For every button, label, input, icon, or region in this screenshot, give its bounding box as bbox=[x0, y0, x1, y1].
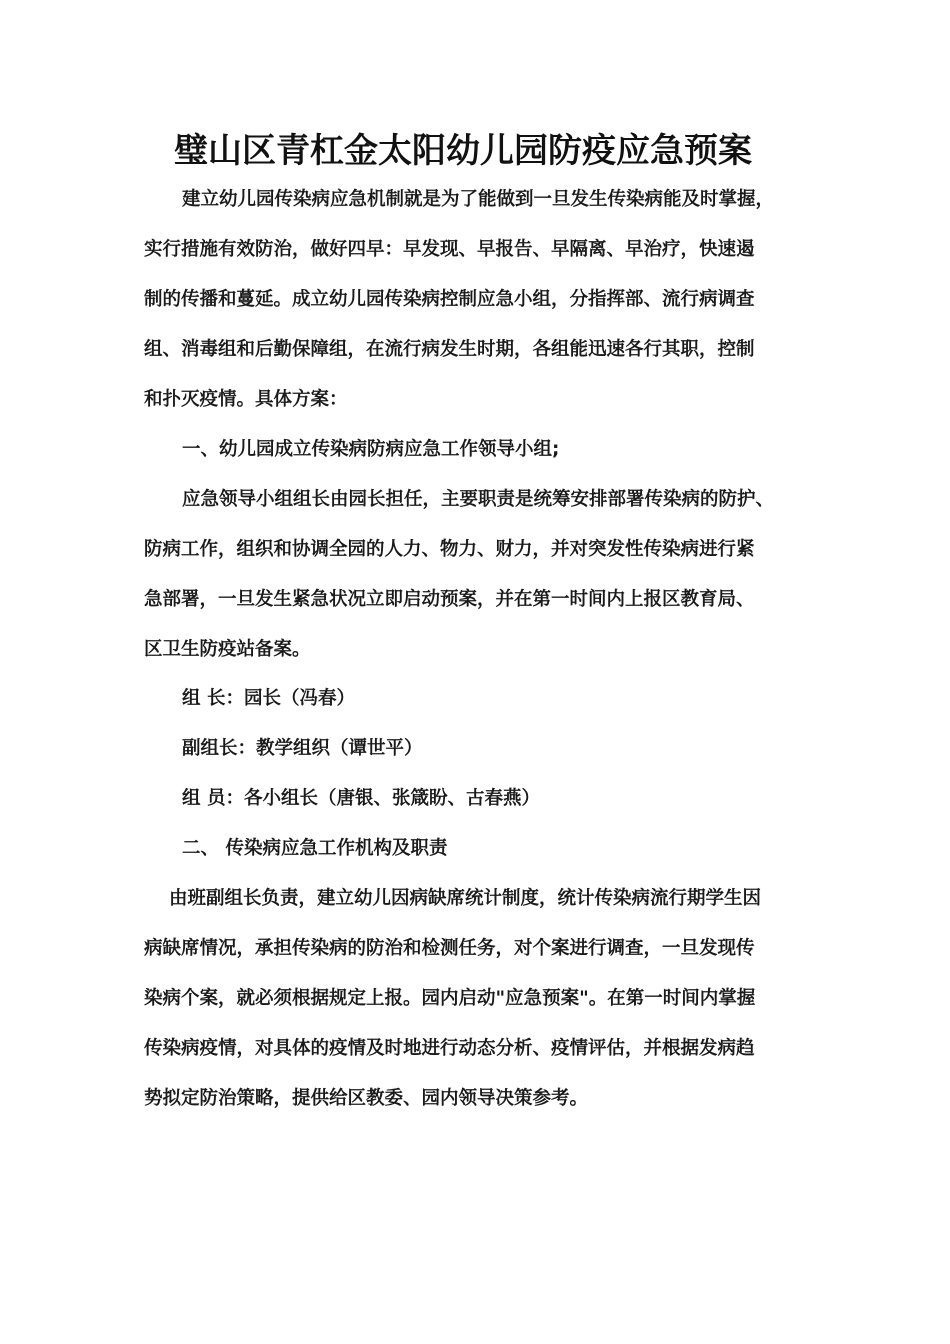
paragraph-line: 制的传播和蔓延。成立幼儿园传染病控制应急小组，分指挥部、流行病调查 bbox=[144, 289, 755, 310]
paragraph-line: 和扑灭疫情。具体方案： bbox=[144, 389, 348, 410]
paragraph-line: 防病工作，组织和协调全园的人力、物力、财力，并对突发性传染病进行紧 bbox=[144, 539, 755, 560]
paragraph-line: 建立幼儿园传染病应急机制就是为了能做到一旦发生传染病能及时掌握， bbox=[182, 189, 775, 210]
team-deputy-line: 副组长：教学组织（谭世平） bbox=[182, 738, 423, 759]
document-title: 璧山区青杠金太阳幼儿园防疫应急预案 bbox=[174, 131, 752, 171]
team-members-line: 组 员：各小组长（唐银、张箴盼、古春燕） bbox=[182, 788, 540, 809]
paragraph-line: 实行措施有效防治，做好四早：早发现、早报告、早隔离、早治疗，快速遏 bbox=[144, 239, 755, 260]
section-heading: 一、幼儿园成立传染病防病应急工作领导小组; bbox=[182, 439, 560, 460]
paragraph-line: 染病个案，就必须根据规定上报。园内启动"应急预案"。在第一时间内掌握 bbox=[144, 988, 756, 1009]
paragraph-line: 急部署，一旦发生紧急状况立即启动预案，并在第一时间内上报区教育局、 bbox=[144, 589, 755, 610]
section-heading: 二、 传染病应急工作机构及职责 bbox=[182, 838, 448, 859]
paragraph-line: 组、消毒组和后勤保障组，在流行病发生时期，各组能迅速各行其职，控制 bbox=[144, 339, 755, 360]
paragraph-line: 病缺席情况，承担传染病的防治和检测任务，对个案进行调查，一旦发现传 bbox=[144, 938, 755, 959]
paragraph-line: 区卫生防疫站备案。 bbox=[144, 639, 311, 660]
paragraph-line: 传染病疫情，对具体的疫情及时地进行动态分析、疫情评估，并根据发病趋 bbox=[144, 1038, 755, 1059]
paragraph-line: 应急领导小组组长由园长担任，主要职责是统筹安排部署传染病的防护、 bbox=[182, 489, 775, 510]
team-leader-line: 组 长：园长（冯春） bbox=[182, 688, 355, 709]
paragraph-line: 势拟定防治策略，提供给区教委、园内领导决策参考。 bbox=[144, 1088, 589, 1109]
paragraph-line: 由班副组长负责，建立幼儿因病缺席统计制度，统计传染病流行期学生因 bbox=[169, 888, 762, 909]
